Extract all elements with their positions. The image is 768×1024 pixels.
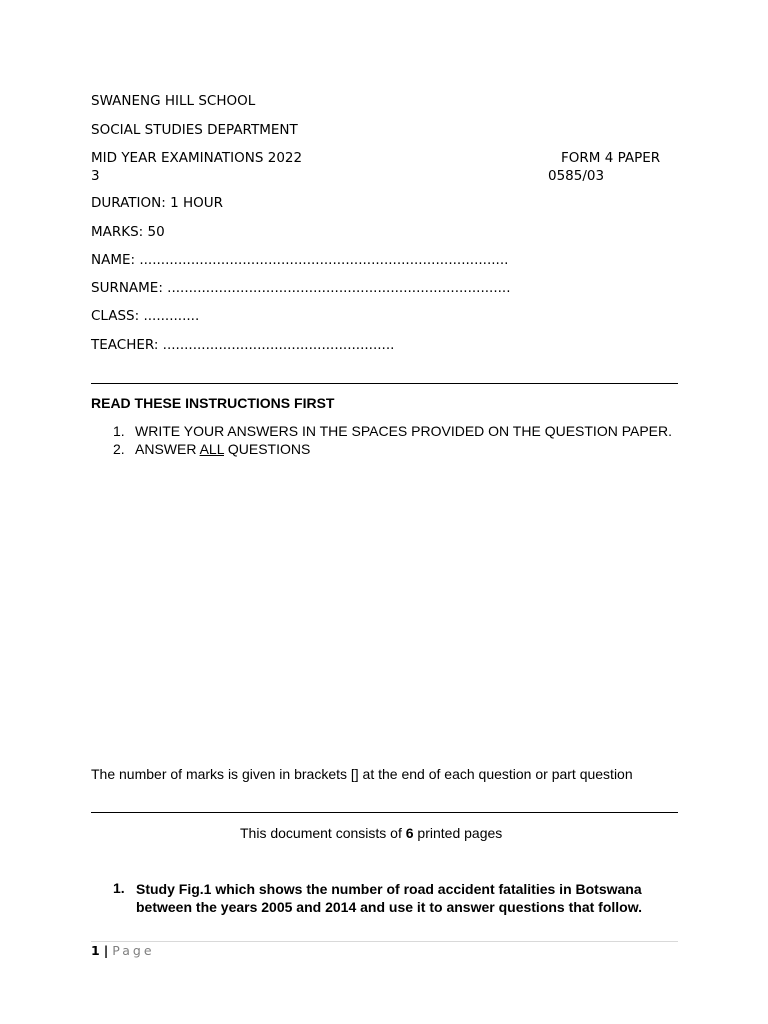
school-name: SWANENG HILL SCHOOL	[91, 93, 256, 109]
question-1	[91, 880, 678, 916]
instruction-item	[91, 440, 672, 458]
teacher-field: TEACHER: ......................................................	[91, 337, 395, 353]
instruction-number: 2.	[113, 441, 125, 457]
page-count: 6	[405, 825, 414, 841]
paper-number: 3	[91, 168, 100, 184]
instructions-heading: READ THESE INSTRUCTIONS FIRST	[91, 395, 335, 411]
department-name: SOCIAL STUDIES DEPARTMENT	[91, 122, 298, 138]
page-number: 1	[91, 943, 100, 958]
instruction-emphasis: ALL	[199, 441, 224, 457]
divider-bottom	[91, 812, 678, 813]
marks-note: The number of marks is given in brackets [] at the end of each question or part question	[91, 766, 633, 782]
footer-separator: |	[103, 943, 109, 958]
duration: DURATION: 1 HOUR	[91, 195, 224, 211]
marks: MARKS: 50	[91, 224, 165, 240]
instruction-text-pre: ANSWER	[135, 441, 200, 457]
page-footer	[91, 943, 155, 958]
instructions-list	[91, 422, 672, 458]
pages-note-pre: This document consists of	[240, 825, 406, 841]
class-field: CLASS: .............	[91, 308, 200, 324]
question-text: Study Fig.1 which shows the number of road accident fatalities in Botswana between the years 2005 and 2014 and use it to answer questions that follow.	[136, 881, 642, 915]
pages-note-post: printed pages	[413, 825, 503, 841]
instruction-text-post: QUESTIONS	[223, 441, 311, 457]
form-paper: FORM 4 PAPER	[561, 150, 661, 166]
instruction-text: WRITE YOUR ANSWERS IN THE SPACES PROVIDED ON THE QUESTION PAPER.	[135, 423, 673, 439]
page-label: Page	[112, 943, 155, 958]
footer-rule	[91, 941, 678, 942]
instruction-number: 1.	[113, 423, 125, 439]
instruction-item	[91, 422, 672, 440]
surname-field: SURNAME: ................................................................................	[91, 280, 511, 296]
name-field: NAME: ......................................................................................	[91, 252, 509, 268]
question-number: 1.	[113, 880, 125, 896]
exam-title: MID YEAR EXAMINATIONS 2022	[91, 150, 303, 166]
pages-note	[240, 825, 502, 841]
divider-top	[91, 383, 678, 384]
paper-code: 0585/03	[548, 168, 605, 184]
